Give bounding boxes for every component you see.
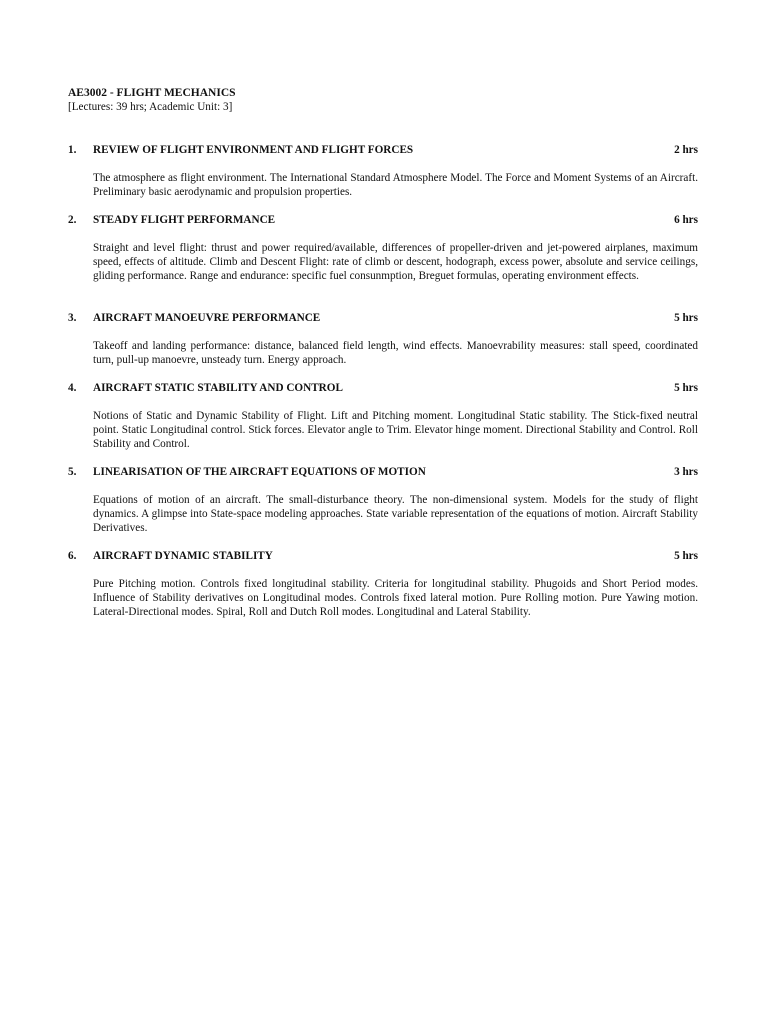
section-hours: 5 hrs (674, 550, 698, 562)
section-description: Takeoff and landing performance: distance, balanced field length, wind effects. Manoevrability measures: stall speed, coordinated turn, pull-up manoevre, unsteady turn. Energy approach. (93, 340, 698, 366)
course-title: AE3002 - FLIGHT MECHANICS (68, 87, 236, 99)
section-heading (68, 549, 698, 563)
section-4 (68, 381, 698, 451)
section-number: 3. (68, 312, 77, 324)
section-6 (68, 549, 698, 619)
section-5 (68, 465, 698, 535)
section-number: 6. (68, 550, 77, 562)
section-title: AIRCRAFT STATIC STABILITY AND CONTROL (93, 382, 343, 394)
section-number: 4. (68, 382, 77, 394)
section-1 (68, 143, 698, 199)
section-number: 1. (68, 144, 77, 156)
section-title: STEADY FLIGHT PERFORMANCE (93, 214, 276, 226)
section-number: 2. (68, 214, 77, 226)
section-heading (68, 311, 698, 325)
section-description: The atmosphere as flight environment. The International Standard Atmosphere Model. The Force and Moment Systems of an Aircraft. Preliminary basic aerodynamic and propulsion properties. (93, 172, 698, 198)
section-description: Equations of motion of an aircraft. The small-disturbance theory. The non-dimensional system. Models for the study of flight dynamics. A glimpse into State-space modeling approaches. State variable representation of the equations of motion. Aircraft Stability Derivatives. (93, 494, 698, 534)
section-title: AIRCRAFT DYNAMIC STABILITY (93, 550, 273, 562)
section-hours: 5 hrs (674, 312, 698, 324)
section-heading (68, 465, 698, 479)
section-hours: 2 hrs (674, 144, 698, 156)
section-title: AIRCRAFT MANOEUVRE PERFORMANCE (93, 312, 321, 324)
section-number: 5. (68, 466, 77, 478)
section-title: LINEARISATION OF THE AIRCRAFT EQUATIONS OF MOTION (93, 466, 426, 478)
section-heading (68, 143, 698, 157)
section-description: Straight and level flight: thrust and power required/available, differences of propeller-driven and jet-powered airplanes, maximum speed, effects of altitude. Climb and Descent Flight: rate of climb or descent, hodograph, excess power, absolute and service ceilings, gliding performance. Range and endurance: specific fuel consunmption, Breguet formulas, operating environment effects. (93, 242, 698, 282)
section-hours: 3 hrs (674, 466, 698, 478)
section-hours: 6 hrs (674, 214, 698, 226)
section-description: Notions of Static and Dynamic Stability of Flight. Lift and Pitching moment. Longitudinal Static stability. The Stick-fixed neutral point. Static Longitudinal control. Stick forces. Elevator angle to Trim. Elevator hinge moment. Directional Stability and Control. Roll Stability and Control. (93, 410, 698, 450)
section-description: Pure Pitching motion. Controls fixed longitudinal stability. Criteria for longitudinal stability. Phugoids and Short Period modes. Influence of Stability derivatives on Longitudinal modes. Controls fixed lateral motion. Pure Rolling motion. Pure Yawing motion. Lateral-Directional modes. Spiral, Roll and Dutch Roll modes. Longitudinal and Lateral Stability. (93, 578, 698, 618)
section-3 (68, 311, 698, 367)
section-heading (68, 213, 698, 227)
section-2 (68, 213, 698, 283)
section-title: REVIEW OF FLIGHT ENVIRONMENT AND FLIGHT FORCES (93, 144, 414, 156)
section-hours: 5 hrs (674, 382, 698, 394)
course-meta: [Lectures: 39 hrs; Academic Unit: 3] (68, 101, 233, 113)
section-heading (68, 381, 698, 395)
